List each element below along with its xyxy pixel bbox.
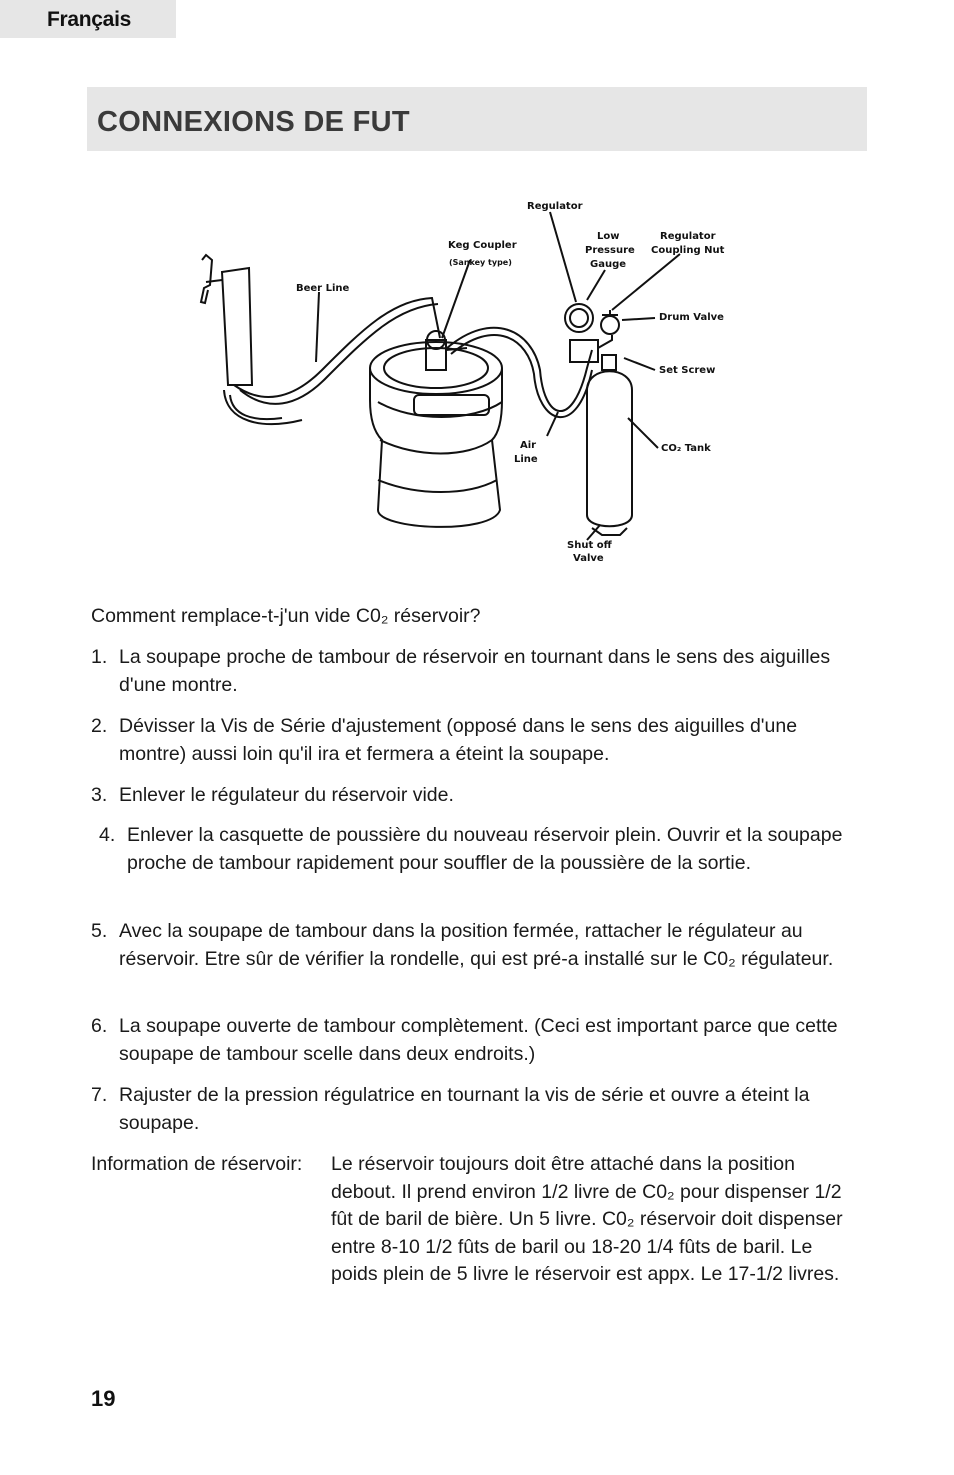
label-valve: Valve (573, 553, 604, 564)
tank-information (91, 1151, 863, 1289)
step-item (91, 782, 863, 810)
keg-body (370, 368, 502, 527)
language-label: Français (47, 8, 131, 31)
label-gauge: Gauge (590, 259, 627, 270)
label-drum-valve: Drum Valve (659, 312, 724, 323)
step-number: 1. (91, 646, 108, 668)
step-number: 2. (91, 715, 108, 737)
tap-faucet (201, 255, 212, 303)
label-pressure: Pressure (585, 245, 635, 256)
step-item (91, 1013, 863, 1068)
label-air: Air (520, 440, 537, 451)
tap-tower (222, 268, 252, 385)
step-text: Enlever la casquette de poussière du nouveau réservoir plein. Ouvrir et la soupape proche de tambour rapidement pour souffler de la poussière de la sortie. (127, 824, 843, 874)
step-item (99, 822, 863, 877)
tank-info-label: Information de réservoir: (91, 1153, 303, 1175)
page-number: 19 (91, 1386, 116, 1411)
step-text: Avec la soupape de tambour dans la position fermée, rattacher le régulateur au réservoir. Etre sûr de vérifier la rondelle, qui est pré-a installé sur le C0₂ régulateur. (119, 920, 834, 970)
step-number: 5. (91, 920, 108, 942)
question-text: Comment remplace-t-j'un vide C0₂ réservoir? (91, 605, 481, 627)
label-beer-line: Beer Line (296, 283, 350, 294)
co2-tank (587, 371, 632, 526)
section-title-bar (87, 87, 867, 151)
step-number: 4. (99, 824, 116, 846)
regulator-body (570, 340, 598, 362)
label-set-screw: Set Screw (659, 365, 716, 376)
step-item (91, 918, 863, 973)
label-regulator: Regulator (527, 201, 583, 212)
label-regulator-coupling-2: Coupling Nut (651, 245, 725, 256)
tank-info-text: Le réservoir toujours doit être attaché dans la position debout. Il prend environ 1/2 livre de C0₂ pour dispenser 1/2 fût de baril de bière. Un 5 livre. C0₂ réservoir doit dispenser entre 8-10 1/2 fûts de baril ou 18-20 1/4 fûts de baril. Le poids plein de 5 livre le réservoir est appx. Le 17-1/2 livres. (331, 1153, 843, 1285)
step-item (91, 1082, 863, 1137)
step-item (91, 713, 863, 768)
keg-connection-diagram (192, 190, 737, 580)
step-text: La soupape ouverte de tambour complètement. (Ceci est important parce que cette soupape de tambour scelle dans deux endroits.) (119, 1015, 838, 1065)
label-shut-off: Shut off (567, 540, 612, 551)
section-title: CONNEXIONS DE FUT (97, 106, 410, 138)
step-text: Rajuster de la pression régulatrice en tournant la vis de série et ouvre a éteint la soupape. (119, 1084, 810, 1134)
label-co2-tank: CO₂ Tank (661, 443, 711, 454)
step-item (91, 644, 863, 699)
language-tab (0, 0, 176, 38)
step-text: Enlever le régulateur du réservoir vide. (119, 784, 454, 806)
beer-line-hose (234, 298, 440, 397)
step-text: Dévisser la Vis de Série d'ajustement (opposé dans le sens des aiguilles d'une montre) aussi loin qu'il ira et fermera a éteint la soupape. (119, 715, 798, 765)
label-sankey-type: (Sankey type) (449, 258, 512, 267)
step-number: 6. (91, 1015, 108, 1037)
label-keg-coupler: Keg Coupler (448, 240, 517, 251)
label-line: Line (514, 454, 538, 465)
step-number: 3. (91, 784, 108, 806)
label-regulator-coupling-1: Regulator (660, 231, 716, 242)
step-text: La soupape proche de tambour de réservoir en tournant dans le sens des aiguilles d'une montre. (119, 646, 831, 696)
step-number: 7. (91, 1084, 108, 1106)
label-low: Low (597, 231, 620, 242)
